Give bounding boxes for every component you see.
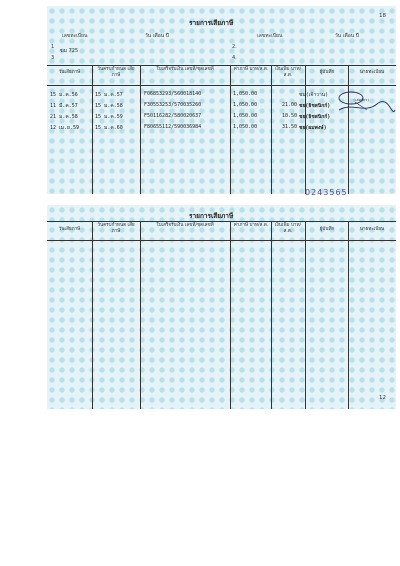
form-title-bottom: รายการเสียภาษี <box>189 212 234 220</box>
surcharge-amount: 31.50 <box>282 124 298 130</box>
slot-number-3: 3 <box>51 55 55 61</box>
receipt-number: F06853293/560018140 <box>144 91 202 97</box>
date-label-right: วัน เดือน ปี <box>335 33 359 39</box>
header-receipt: ใบเสร็จรับเงิน เลขที่/ชุดเลขที่ <box>156 67 214 72</box>
header-recorder: ผู้บันทึก <box>319 227 335 232</box>
header-surcharge: เงินเพิ่ม บาท/ส.ต. <box>274 223 302 234</box>
serial-stamp: 0243565 <box>305 188 348 197</box>
header-registrar: นายทะเบียน <box>359 227 385 232</box>
payment-date: 12 เม.ย.59 <box>50 125 80 131</box>
recorder-name: ชย(ธิชสนิกก์) <box>299 114 331 120</box>
page-number-top: 18 <box>379 13 386 19</box>
tax-record-form-top <box>47 6 396 194</box>
signature-scribble <box>337 88 397 128</box>
column-divider <box>271 221 272 409</box>
slot-number-1: 1 <box>51 44 55 50</box>
payment-date: 21 ม.ค.58 <box>50 114 78 120</box>
header-payment-date: วันเสียภาษี <box>58 227 81 232</box>
header-tax: ค่าภาษี บาท/ส.ต. <box>233 223 269 228</box>
tax-amount: 1,050.00 <box>233 124 258 130</box>
recorder-name: ชม(เจ้าวาน) <box>299 92 329 98</box>
recorder-name: ชย(ธิชสนิกก์) <box>299 103 331 109</box>
column-divider <box>348 65 349 194</box>
due-date: 15 ม.ค.59 <box>95 114 123 120</box>
page-number-bottom: 12 <box>379 395 386 401</box>
registration-label-left: เลขทะเบียน <box>62 33 88 39</box>
surcharge-amount: 10.50 <box>282 113 298 119</box>
registrar-signature: (เล่มจักร) <box>353 98 370 102</box>
header-due-date: วันครบกำหนด เสียภาษี <box>97 223 135 234</box>
due-date: 15 ม.ค.58 <box>95 103 123 109</box>
due-date: 15 ม.ค.60 <box>95 125 123 131</box>
payment-date: 15 ม.ค.56 <box>50 92 78 98</box>
column-divider <box>348 221 349 409</box>
slot-number-2: 2. <box>232 44 237 50</box>
tax-amount: 1,050.00 <box>233 102 258 108</box>
recorder-name: ชย(ผมพงษ์) <box>299 125 327 131</box>
table-header-border <box>47 240 396 241</box>
date-label-left: วัน เดือน ปี <box>145 33 169 39</box>
receipt-number: F30553253/570035260 <box>144 102 202 108</box>
column-divider <box>92 221 93 409</box>
header-registrar: นายทะเบียน <box>359 70 385 75</box>
header-surcharge: เงินเพิ่ม บาท/ส.ต. <box>274 67 302 78</box>
registration-number-1: ฆม 725 <box>60 48 79 54</box>
receipt-number: F50116282/580020637 <box>144 113 202 119</box>
surcharge-amount: 21.00 <box>282 102 298 108</box>
column-divider <box>92 65 93 194</box>
slot-number-4: 4. <box>232 55 237 61</box>
column-divider <box>140 221 141 409</box>
form-title-top: รายการเสียภาษี <box>189 19 234 27</box>
tax-amount: 1,050.00 <box>233 91 258 97</box>
header-recorder: ผู้บันทึก <box>319 70 335 75</box>
column-divider <box>230 65 231 194</box>
table-header-border <box>47 85 396 86</box>
column-divider <box>140 65 141 194</box>
column-divider <box>305 221 306 409</box>
header-receipt: ใบเสร็จรับเงิน เลขที่/ชุดเลขที่ <box>156 223 214 228</box>
tax-record-form-bottom <box>47 188 396 409</box>
header-tax: ค่าภาษี บาท/ส.ต. <box>233 67 269 72</box>
header-due-date: วันครบกำหนด เสียภาษี <box>97 67 135 78</box>
due-date: 15 ม.ค.57 <box>95 92 123 98</box>
payment-date: 11 มี.ค.57 <box>50 103 78 109</box>
table-top-border <box>47 65 396 66</box>
table-top-border <box>47 221 396 222</box>
column-divider <box>271 65 272 194</box>
column-divider <box>230 221 231 409</box>
tax-amount: 1,050.00 <box>233 113 258 119</box>
receipt-number: F80655112/590036984 <box>144 124 202 130</box>
header-payment-date: วันเสียภาษี <box>58 70 81 75</box>
registration-label-right: เลขทะเบียน <box>257 33 283 39</box>
